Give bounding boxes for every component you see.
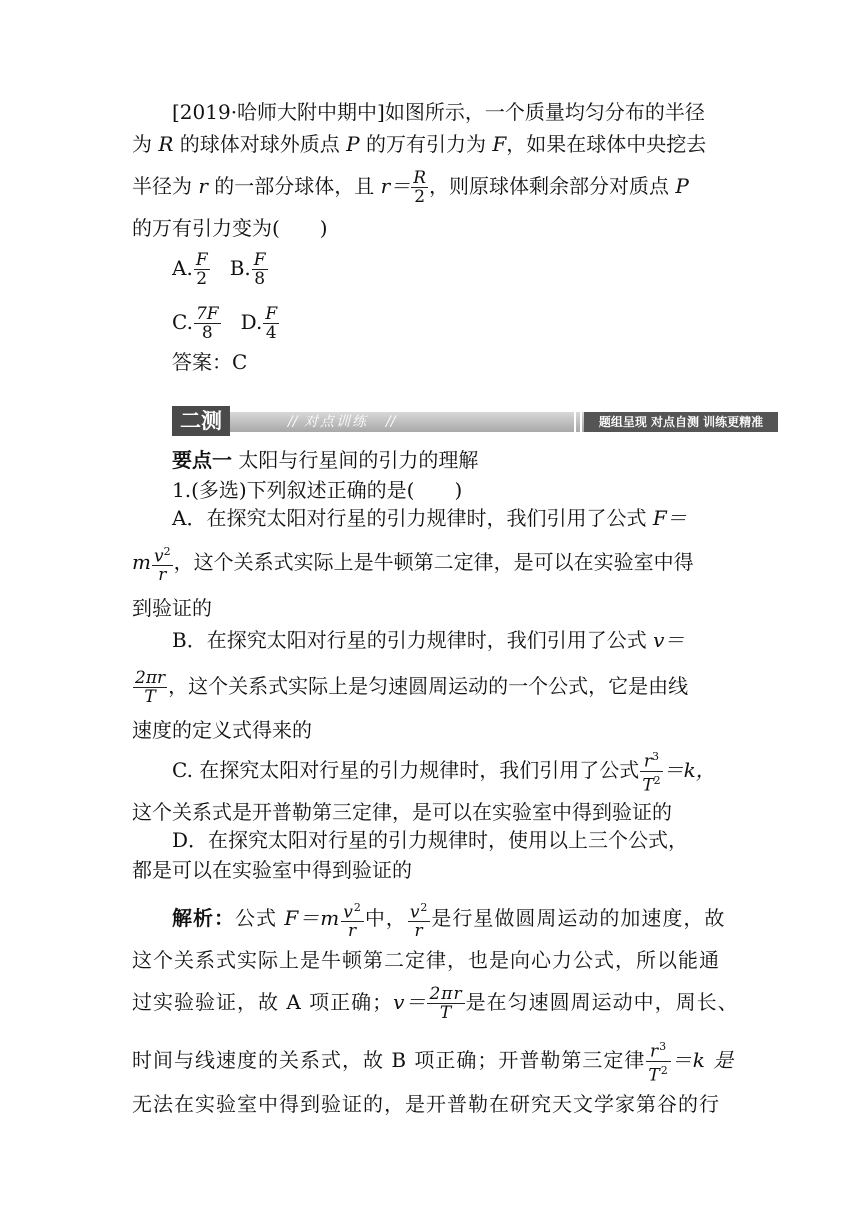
- question-line-1: [172, 98, 772, 126]
- var-m: m: [132, 550, 151, 574]
- text: ，这个关系式实际上是牛顿第二定律，是可以在实验室中得: [173, 550, 694, 574]
- denominator: 2: [414, 187, 426, 207]
- options-row-2: [172, 298, 772, 346]
- option-C-line-2: [132, 798, 732, 826]
- text: 的一部分球体，且: [207, 174, 381, 198]
- text: A．在探究太阳对行星的引力规律时，我们引用了公式: [172, 506, 653, 530]
- var-F: F: [492, 132, 507, 156]
- option-A-line-3: [132, 594, 732, 622]
- question-line-2: [132, 130, 732, 158]
- text: 的球体对球外质点: [173, 132, 347, 156]
- text: 的万有引力变为( ): [132, 216, 328, 240]
- option-a-fraction: $\frac{F}{2}$: [195, 250, 208, 289]
- fraction-v2-over-r: $\frac{v^2}{r}$: [409, 900, 429, 942]
- option-c-fraction: $\frac{7F}{8}$: [195, 304, 219, 343]
- option-B-line-2: [132, 660, 732, 712]
- option-a-label: A.: [172, 256, 193, 280]
- option-D-line-1: [172, 826, 772, 854]
- fraction-v2-over-r: $\frac{v^2}{r}$: [153, 544, 171, 586]
- text: 这个关系式是开普勒第三定律，是可以在实验室中得到验证的: [132, 800, 672, 824]
- question-1: [172, 476, 772, 504]
- fraction-r3-over-T2: $\frac{r^3}{T^2}$: [648, 1040, 669, 1086]
- option-C-line-1: [172, 744, 772, 796]
- analysis-label: 解析：: [172, 906, 235, 930]
- banner-right-label: 题组呈现 对点自测 训练更精准: [584, 412, 778, 432]
- text: ，则原球体剩余部分对质点: [429, 174, 676, 198]
- question-text: [2019·哈师大附中期中]如图所示，一个质量均匀分布的半径: [172, 100, 705, 124]
- var-P: P: [346, 132, 360, 156]
- fraction-2pir-over-T: $\frac{2\pi r}{T}$: [429, 984, 463, 1023]
- equation: F＝m: [284, 906, 341, 930]
- var-r: r: [198, 174, 208, 198]
- text: 时间与线速度的关系式，故 B 项正确；开普勒第三定律: [132, 1048, 646, 1072]
- analysis-line-2: [132, 946, 732, 974]
- option-D-line-2: [132, 856, 732, 884]
- section-banner: [172, 406, 778, 436]
- text: 公式: [235, 906, 285, 930]
- text: 是在匀速圆周运动中，周长、: [465, 990, 739, 1014]
- fraction-R-over-2: [411, 169, 428, 206]
- numerator: R: [413, 168, 427, 188]
- text: 无法在实验室中得到验证的，是开普勒在研究天文学家第谷的行: [132, 1092, 720, 1116]
- banner-middle-label: 对点训练: [304, 414, 368, 430]
- analysis-line-5: [132, 1090, 732, 1118]
- text: 都是可以在实验室中得到验证的: [132, 858, 412, 882]
- option-d-fraction: $\frac{F}{4}$: [265, 304, 278, 343]
- option-b-label: B.: [229, 256, 251, 280]
- banner-left-label: 二测: [172, 406, 230, 436]
- fraction-v2-over-r: $\frac{v^2}{r}$: [343, 900, 362, 942]
- var-R: R: [158, 132, 174, 156]
- option-A-line-1: [172, 504, 772, 532]
- equation: F＝: [652, 506, 687, 530]
- equation: ＝k 是: [671, 1048, 735, 1072]
- text: D．在探究太阳对行星的引力规律时，使用以上三个公式，: [172, 828, 689, 852]
- text: 速度的定义式得来的: [132, 718, 312, 742]
- option-B-line-3: [132, 716, 732, 744]
- heading-text: 太阳与行星间的引力的理解: [232, 448, 479, 472]
- text: C. 在探究太阳对行星的引力规律时，我们引用了公式: [172, 758, 640, 782]
- banner-ticks: [574, 412, 582, 432]
- option-A-line-2: [132, 536, 732, 588]
- equation: v＝: [393, 990, 427, 1014]
- analysis-line-1: [172, 892, 772, 944]
- text: ，如果在球体中央挖去: [506, 132, 707, 156]
- var-P: P: [675, 174, 689, 198]
- text: 过实验验证，故 A 项正确；: [132, 990, 394, 1014]
- q1-text: 1.(多选)下列叙述正确的是( ): [172, 478, 463, 502]
- option-c-label: C.: [172, 310, 193, 334]
- equation: v＝: [653, 628, 685, 652]
- text: B．在探究太阳对行星的引力规律时，我们引用了公式: [172, 628, 654, 652]
- equation: ＝k，: [663, 758, 716, 782]
- section-heading: [172, 446, 772, 474]
- question-line-4: [132, 214, 732, 242]
- options-row-1: [172, 244, 772, 292]
- answer-text: 答案：C: [172, 350, 248, 374]
- banner-slash-right: //: [386, 414, 396, 430]
- analysis-line-3: [132, 976, 739, 1028]
- option-b-fraction: $\frac{F}{8}$: [253, 250, 266, 289]
- banner-slash-left: //: [288, 414, 298, 430]
- analysis-line-4: [132, 1034, 735, 1086]
- equation-r: r＝: [380, 174, 411, 198]
- question-line-3: [132, 162, 732, 210]
- heading-bold: 要点一: [172, 448, 232, 472]
- text: 为: [132, 132, 159, 156]
- text: 中，: [364, 906, 407, 930]
- text: ，这个关系式实际上是匀速圆周运动的一个公式，它是由线: [168, 674, 689, 698]
- text: 半径为: [132, 174, 199, 198]
- text: 的万有引力为: [359, 132, 493, 156]
- text: 是行星做圆周运动的加速度，故: [431, 906, 726, 930]
- fraction-r3-over-T2: $\frac{r^3}{T^2}$: [642, 750, 661, 796]
- option-B-line-1: [172, 626, 772, 654]
- option-d-label: D.: [240, 310, 263, 334]
- text: 这个关系式实际上是牛顿第二定律，也是向心力公式，所以能通: [132, 948, 720, 972]
- fraction-2pir-over-T: $\frac{2\pi r}{T}$: [135, 668, 166, 707]
- text: 到验证的: [132, 596, 212, 620]
- answer-line: [172, 348, 772, 376]
